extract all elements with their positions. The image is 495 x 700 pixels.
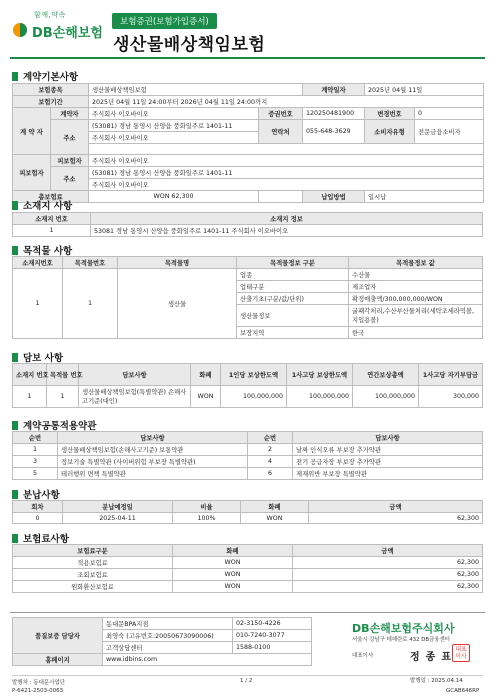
form-number: P-6421-2503-0063 (12, 688, 64, 694)
company-name: DB손해보험주식회사 (352, 622, 455, 635)
footer-divider (10, 612, 485, 613)
section-title-object (12, 243, 72, 257)
clause-no: 4 (248, 456, 293, 468)
section-marker (12, 490, 18, 499)
table-row (13, 513, 483, 524)
object-info-key: 생산물정보 (237, 305, 349, 327)
header-divider (10, 57, 485, 59)
section-marker (12, 201, 18, 210)
object-info-value: 한국 (349, 327, 483, 339)
table-row (13, 167, 484, 179)
column-header: 화폐 (173, 545, 293, 557)
table-header-row (13, 213, 483, 225)
call-center-label: 고객상담센터 (103, 642, 233, 654)
clause-no: 5 (13, 468, 58, 480)
coverage-location-no: 1 (13, 386, 47, 408)
table-row (13, 191, 484, 203)
section-title-premium (12, 531, 69, 545)
manager-mobile: 010-7240-3077 (233, 630, 312, 642)
total-premium-value: WON 62,300 (89, 191, 259, 203)
insured-value: 주식회사 이오바이오 (89, 155, 484, 167)
object-info-key: 산출기초(구분/값/단위) (237, 293, 349, 305)
clause-no: 2 (248, 444, 293, 456)
table-row (13, 581, 483, 593)
manager-name: 최영숙 (고유번호:20050673090006) (103, 630, 233, 642)
object-info-value: 굴패각처리,수산부산물처리(세탁조세라믹볼,지입용볼) (349, 305, 483, 327)
call-center-phone: 1588-0100 (233, 642, 312, 654)
object-info-key: 보장지역 (237, 327, 349, 339)
column-header: 회차 (13, 501, 63, 513)
column-header: 화폐 (191, 364, 221, 386)
premium-currency: WON (173, 569, 293, 581)
column-header: 금액 (293, 545, 483, 557)
document-header (0, 0, 495, 58)
insured-address-label: 주소 (51, 167, 89, 191)
contractor-label: 계약자 (51, 108, 89, 120)
basic-info-table (12, 83, 484, 203)
consumer-type-value: 전문금융소비자 (415, 120, 484, 144)
coverage-object-no: 1 (47, 386, 79, 408)
contact-table (12, 617, 312, 666)
clause-name: 날짜 인식오류 부보장 추가약관 (293, 444, 483, 456)
installment-date: 2025-04-11 (63, 513, 173, 524)
installment-table (12, 500, 483, 524)
table-header-row (13, 545, 483, 557)
column-header: 소재지 번호 (13, 213, 91, 225)
installment-amount: 62,300 (309, 513, 483, 524)
table-row (13, 456, 483, 468)
table-row (13, 96, 484, 108)
homepage-label: 홈페이지 (13, 654, 103, 666)
issuer-text: 발행처 : 동대문사업단 (12, 680, 66, 686)
clauses-table (12, 431, 483, 480)
issue-date: 발행일 : 2025.04.14 (410, 678, 463, 684)
table-row (13, 386, 483, 408)
clause-no: 6 (248, 468, 293, 480)
product-value: 생산물배상책임보험 (89, 84, 303, 96)
clause-no: 1 (13, 444, 58, 456)
column-header: 비율 (173, 501, 241, 513)
object-info-value: 수산물 (349, 269, 483, 281)
coverage-table (12, 363, 483, 408)
table-header-row (13, 501, 483, 513)
change-no-label: 변경번호 (365, 108, 415, 120)
section-marker (12, 421, 18, 430)
spacer-cell (259, 191, 303, 203)
period-value: 2025년 04월 11일 24:00부터 2026년 04월 11일 24:00까지 (89, 96, 484, 108)
coverage-item: 생산물배상책임보험(특별약관) 손해사고기준(대인) (79, 386, 191, 408)
section-marker (12, 246, 18, 255)
table-row (13, 569, 483, 581)
clause-name: 생산물배상책임보험(손해사고기준) 보통약관 (58, 444, 248, 456)
insured-name-line: 주식회사 이오바이오 (89, 179, 484, 191)
company-address: 서울시 강남구 테헤란로 432 DB금융센터 (352, 637, 450, 643)
clause-name: 정보기술 특별약관 (사이버위험 부보장 특별약관) (58, 456, 248, 468)
spacer-cell (89, 144, 484, 155)
contractor-name-line: 주식회사 이오바이오 (89, 132, 259, 144)
column-header: 보험료구분 (13, 545, 173, 557)
clause-no: 3 (13, 456, 58, 468)
column-header: 연간보상총액 (353, 364, 419, 386)
section-label: 목적물 사항 (23, 246, 73, 257)
cert-no-value: 120250481900 (303, 108, 365, 120)
document-type-tag: 보험증권(보험가입증서) (112, 13, 217, 29)
column-header: 순번 (248, 432, 293, 444)
table-row (13, 618, 312, 630)
total-premium-label: 총보험료 (13, 191, 89, 203)
column-header: 목적물 번호 (47, 364, 79, 386)
column-header: 분납예정일 (63, 501, 173, 513)
form-code: GCAB646RP (446, 688, 480, 694)
company-seal-stamp: 대표 이사 (452, 644, 470, 662)
cert-no-label: 증권번호 (259, 108, 303, 120)
column-header: 금액 (309, 501, 483, 513)
column-header: 순번 (13, 432, 58, 444)
manager-phone: 02-3150-4226 (233, 618, 312, 630)
section-marker (12, 72, 18, 81)
premium-table (12, 544, 483, 593)
premium-currency: WON (173, 581, 293, 593)
insured-group-label: 피보험자 (13, 155, 51, 191)
table-row (13, 444, 483, 456)
premium-type: 적용보험료 (13, 557, 173, 569)
contractor-value: 주식회사 이오바이오 (89, 108, 259, 120)
premium-type: 조회보험료 (13, 569, 173, 581)
contractor-group-label: 계 약 자 (13, 108, 51, 155)
coverage-deductible: 300,000 (419, 386, 483, 408)
column-header: 목적물명 (118, 257, 237, 269)
section-label: 계약공통적용약관 (23, 421, 97, 432)
payment-method-label: 납입방법 (303, 191, 365, 203)
column-header: 담보사항 (293, 432, 483, 444)
column-header: 화폐 (241, 501, 309, 513)
table-header-row (13, 364, 483, 386)
db-logo (10, 10, 103, 50)
column-header: 1사고당 보상한도액 (287, 364, 353, 386)
object-table (12, 256, 483, 339)
table-row (13, 155, 484, 167)
contact-value: 055-648-3629 (303, 120, 365, 144)
column-header: 담보사항 (79, 364, 191, 386)
section-label: 보험료사항 (23, 534, 69, 545)
premium-currency: WON (173, 557, 293, 569)
table-header-row (13, 432, 483, 444)
column-header: 목적물번호 (63, 257, 118, 269)
clause-name: 테러행위 면책 특별약관 (58, 468, 248, 480)
coverage-per-person: 100,000,000 (221, 386, 287, 408)
ceo-name: 정종표 (410, 652, 457, 663)
section-label: 담보 사항 (23, 353, 64, 364)
location-info: 53081 경남 통영시 산양읍 풍화일주로 1401-11 주식회사 이오바이오 (91, 225, 483, 237)
object-info-key: 업종 (237, 269, 349, 281)
consumer-type-label: 소비자유형 (365, 120, 415, 144)
contract-date-label: 계약일자 (303, 84, 365, 96)
table-row (13, 84, 484, 96)
section-label: 계약기본사항 (23, 72, 79, 83)
address-label: 주소 (51, 120, 89, 155)
table-header-row (13, 257, 483, 269)
product-label: 보험종목 (13, 84, 89, 96)
object-info-key: 업태구분 (237, 281, 349, 293)
section-title-basic (12, 69, 78, 83)
clause-name: 제재위반 부보장 특별약관 (293, 468, 483, 480)
contract-date-value: 2025년 04월 11일 (365, 84, 484, 96)
clause-name: 전기 공급자장 부보장 추가약관 (293, 456, 483, 468)
column-header: 목적물정보 값 (349, 257, 483, 269)
db-logo-icon (12, 22, 28, 38)
column-header: 1사고당 자기부담금 (419, 364, 483, 386)
object-info-value: 확정매출액/300,000,000/WON (349, 293, 483, 305)
column-header: 소재지 정보 (91, 213, 483, 225)
table-row (13, 269, 483, 281)
installment-currency: WON (241, 513, 309, 524)
document-title: 생산물배상책임보험 (113, 35, 266, 55)
table-row (13, 120, 484, 132)
table-row (13, 557, 483, 569)
table-row (13, 468, 483, 480)
object-info-value: 제조업자 (349, 281, 483, 293)
column-header: 소재지번호 (13, 257, 63, 269)
coverage-annual-total: 100,000,000 (353, 386, 419, 408)
coverage-per-accident: 100,000,000 (287, 386, 353, 408)
section-title-installment (12, 487, 60, 501)
section-label: 분납사항 (23, 490, 60, 501)
premium-amount: 62,300 (293, 569, 483, 581)
coverage-currency: WON (191, 386, 221, 408)
column-header: 1인당 보상한도액 (221, 364, 287, 386)
premium-amount: 62,300 (293, 581, 483, 593)
brand-logo-text: DB손해보험 (32, 26, 103, 41)
location-no: 1 (13, 225, 91, 237)
payment-method-value: 일시납 (365, 191, 484, 203)
section-marker (12, 353, 18, 362)
section-marker (12, 534, 18, 543)
section-title-coverage (12, 350, 63, 364)
section-title-clauses (12, 418, 96, 432)
column-header: 목적물정보 구분 (237, 257, 349, 269)
premium-type: 원화환산보험료 (13, 581, 173, 593)
page-number: 1 / 2 (240, 678, 253, 684)
installment-ratio: 100% (173, 513, 241, 524)
table-row (13, 654, 312, 666)
section-title-location (12, 198, 72, 212)
column-header: 소재지 번호 (13, 364, 47, 386)
ceo-label: 대표이사 (352, 653, 374, 659)
installment-round: 0 (13, 513, 63, 524)
section-label: 소재지 사항 (23, 201, 73, 212)
contractor-address: (53081) 경남 통영시 산양읍 풍화일주로 1401-11 (89, 120, 259, 132)
insured-label: 피보험자 (51, 155, 89, 167)
homepage-link[interactable]: www.idbins.com (103, 654, 312, 666)
manager-branch: 동대문BPA지점 (103, 618, 233, 630)
table-row (13, 108, 484, 120)
insured-address: (53081) 경남 통영시 산양읍 풍화일주로 1401-11 (89, 167, 484, 179)
brand-slogan: 함께,약속 (34, 11, 66, 19)
manager-label: 품질보증 담당자 (13, 618, 103, 654)
location-table (12, 212, 483, 237)
object-location-no: 1 (13, 269, 63, 339)
object-name: 생산물 (118, 269, 237, 339)
period-label: 보험기간 (13, 96, 89, 108)
premium-amount: 62,300 (293, 557, 483, 569)
object-no: 1 (63, 269, 118, 339)
contact-label: 연락처 (259, 120, 303, 144)
column-header: 담보사항 (58, 432, 248, 444)
table-row (13, 225, 483, 237)
change-no-value: 0 (415, 108, 484, 120)
